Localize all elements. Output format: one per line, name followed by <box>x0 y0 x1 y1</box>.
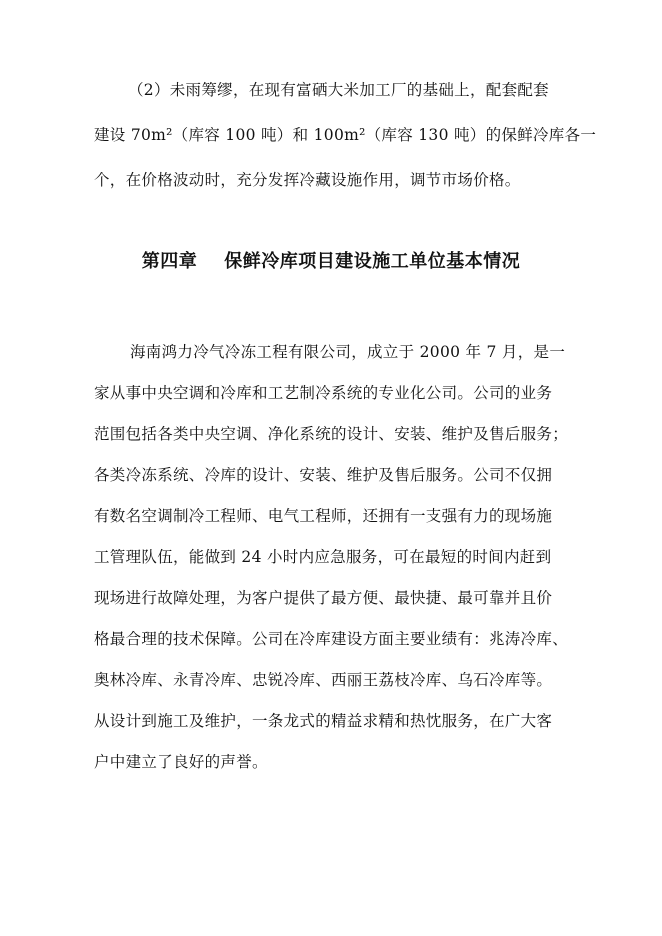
intro-line-3: 个，在价格波动时，充分发挥冷藏设施作用，调节市场价格。 <box>94 171 521 189</box>
body-line-1: 海南鸿力冷气冷冻工程有限公司，成立于 2000 年 7 月，是一 <box>130 343 566 361</box>
body-line-8: 格最合理的技术保障。公司在冷库建设方面主要业绩有：兆涛冷库、 <box>94 630 569 648</box>
body-line-7: 现场进行故障处理，为客户提供了最方便、最快捷、最可靠并且价 <box>94 589 553 607</box>
intro-line-2: 建设 70m²（库容 100 吨）和 100m²（库容 130 吨）的保鲜冷库各一 <box>94 126 597 144</box>
chapter-title: 第四章 保鲜冷库项目建设施工单位基本情况 <box>141 251 521 272</box>
body-line-10: 从设计到施工及维护，一条龙式的精益求精和热忱服务，在广大客 <box>94 712 553 730</box>
body-line-9: 奥林冷库、永青冷库、忠锐冷库、西丽王荔枝冷库、乌石冷库等。 <box>94 671 553 689</box>
body-line-4: 各类冷冻系统、冷库的设计、安装、维护及售后服务。公司不仅拥 <box>94 466 553 484</box>
body-line-3: 范围包括各类中央空调、净化系统的设计、安装、维护及售后服务； <box>94 425 569 443</box>
body-line-6: 工管理队伍，能做到 24 小时内应急服务，可在最短的时间内赶到 <box>94 548 552 566</box>
body-line-2: 家从事中央空调和冷库和工艺制冷系统的专业化公司。公司的业务 <box>94 384 553 402</box>
body-line-5: 有数名空调制冷工程师、电气工程师，还拥有一支强有力的现场施 <box>94 507 553 525</box>
body-line-11: 户中建立了良好的声誉。 <box>94 753 268 771</box>
intro-line-1: （2）未雨筹缪，在现有富硒大米加工厂的基础上，配套配套 <box>128 81 549 99</box>
